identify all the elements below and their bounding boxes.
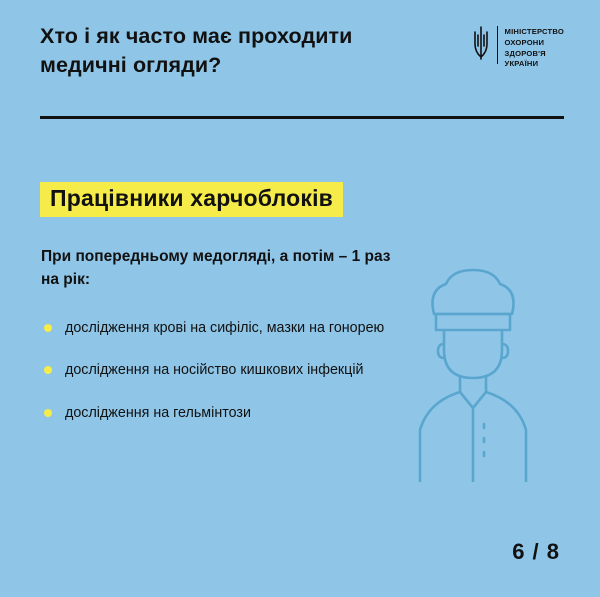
logo-text-line-1: МІНІСТЕРСТВО — [504, 27, 564, 36]
list-item: дослідження на носійство кишкових інфекцій — [41, 360, 393, 380]
list-item: дослідження крові на сифіліс, мазки на гонорею — [41, 318, 393, 338]
logo-text-line-3: ЗДОРОВ'Я — [504, 48, 546, 58]
header — [40, 22, 564, 80]
ukraine-trident-icon — [473, 26, 489, 60]
ministry-logo — [473, 26, 564, 70]
logo-divider — [497, 26, 498, 64]
section-heading — [40, 182, 343, 217]
page-counter: 6 / 8 — [512, 539, 560, 564]
bullet-list — [41, 318, 393, 445]
cook-chef-icon — [388, 262, 558, 482]
list-item: дослідження на гельмінтози — [41, 403, 393, 423]
header-divider — [40, 116, 564, 119]
logo-text-line-4: УКРАЇНИ — [504, 59, 539, 69]
page-title: Хто і як часто має проходити медичні огляди? — [40, 24, 353, 78]
intro-text: При попередньому медогляді, а потім – 1 раз на рік: — [41, 248, 391, 288]
highlighted-title: Працівники харчоблоків — [40, 182, 343, 217]
logo-text — [505, 26, 564, 70]
logo-text-line-2: ОХОРОНИ — [504, 37, 545, 47]
